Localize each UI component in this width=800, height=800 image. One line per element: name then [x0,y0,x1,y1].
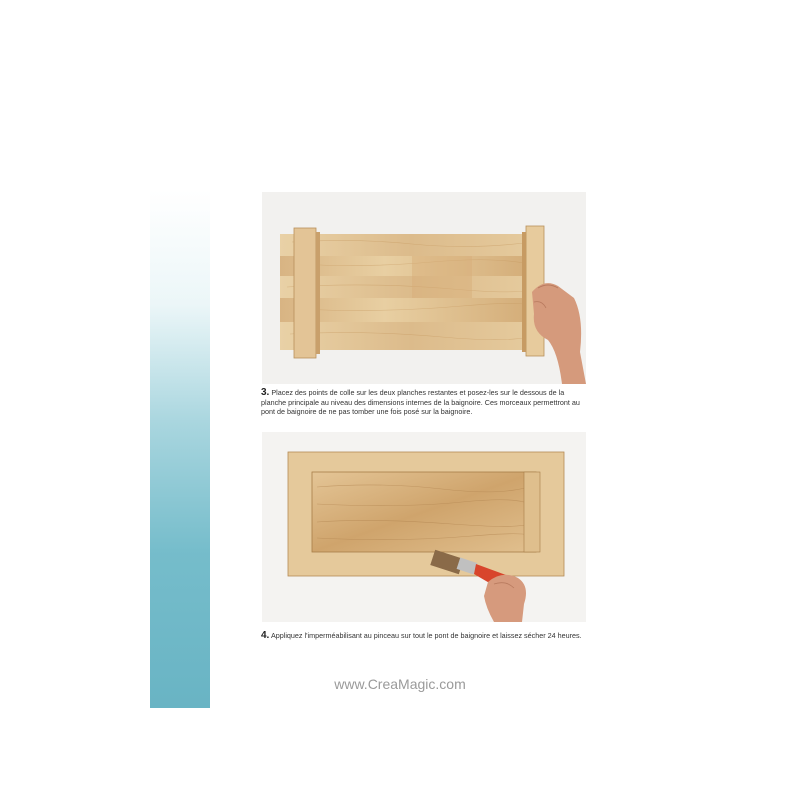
step4-number: 4. [261,630,270,641]
step3-caption [261,388,591,417]
watermark: www.CreaMagic.com [334,676,466,692]
watercolor-band [150,190,210,708]
step3-text: Placez des points de colle sur les deux planches restantes et posez-les sur le dessous de la planche principale au niveau des dimensions internes de la baignoire. Ces morceaux permettront au pont de baignoire de ne pas tomber une fois posé sur la baignoire. [261,388,580,417]
step3-number: 3. [261,387,270,398]
step4-text: Appliquez l'imperméabilisant au pinceau sur tout le pont de baignoire et laissez sécher 24 heures. [270,631,582,640]
step4-caption [261,631,591,641]
step4-photo [262,432,586,622]
step3-photo [262,192,586,384]
